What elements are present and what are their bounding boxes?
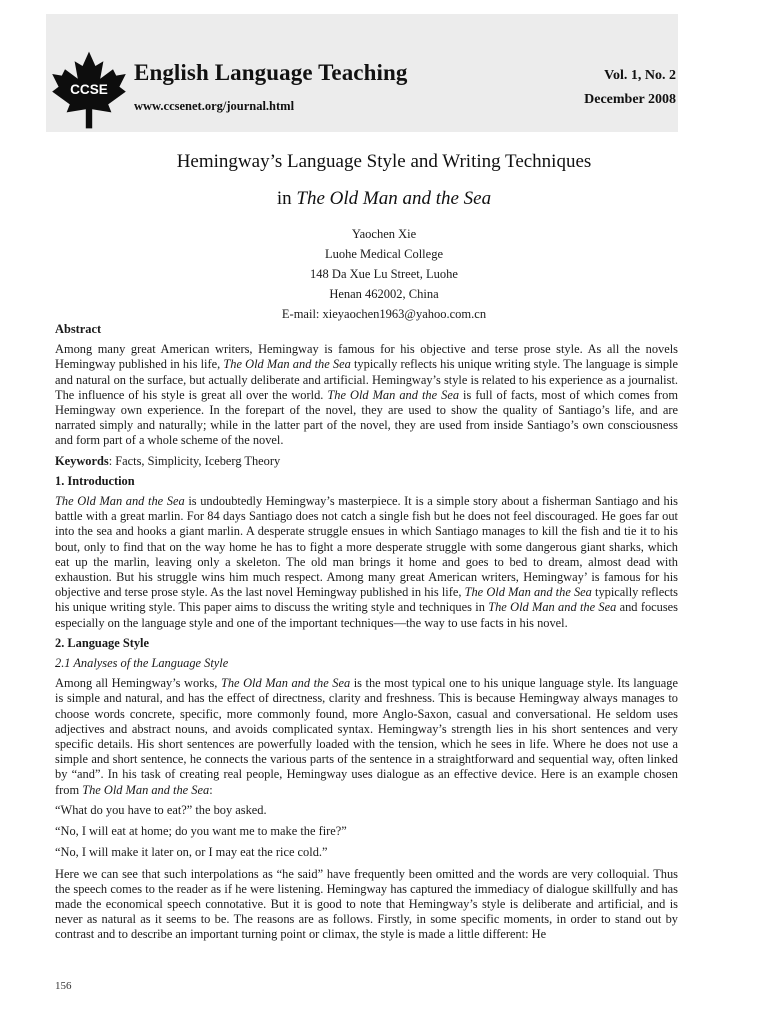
volume-issue: Vol. 1, No. 2 [604, 68, 676, 83]
logo-text: CCSE [70, 82, 108, 97]
keywords-line: Keywords: Facts, Simplicity, Iceberg Theory [55, 453, 281, 468]
page-number: 156 [55, 980, 72, 992]
dialogue-quote: “No, I will make it later on, or I may eat the rice cold.” [55, 845, 328, 860]
article-title-line2 [0, 188, 768, 210]
analysis-paragraph: Here we can see that such interpolations as “he said” have frequently been omitted and the words are very colloquial. Thus the speech comes to the reader as if he were listening. Hemingway has captured the immediacy of dialogue skillfully and has made the economical speech connotative. But it is good to note that Hemingway’s style is deliberate and artificial, and is never as natural as it seems to be. The reasons are as follows. Firstly, in some specific moments, in order to stand out by contrast and to describe an important turning point or climax, the style is made a little different: He [55, 866, 678, 942]
dialogue-quote: “What do you have to eat?” the boy asked. [55, 802, 267, 817]
section-heading-language-style: 2. Language Style [55, 635, 149, 650]
dialogue-quote: “No, I will eat at home; do you want me to make the fire?” [55, 824, 347, 839]
subsection-heading: 2.1 Analyses of the Language Style [55, 656, 229, 671]
author-name: Yaochen Xie [351, 227, 417, 241]
affiliation-line: Luohe Medical College [324, 247, 444, 261]
abstract-heading: Abstract [55, 322, 102, 336]
introduction-paragraph: The Old Man and the Sea is undoubtedly Hemingway’s masterpiece. It is a simple story about a fisherman Santiago and his battle with a great marlin. For 84 days Santiago does not catch a single fish but he does not feel discouraged. He goes far out into the sea and hooks a giant marlin. A desperate struggle ensues in which Santiago manages to kill the fish and tie it to his bout, only to find that on the way home he has to fight a more desperate struggle with some dangerous giant sharks, which eat up the marlin, leaving only a skeleton. The old man brings it home and goes to bed to dream, almost dead with exhaustion. But his struggle wins him much respect. Among many great American writers, Hemingway’ is famous for his objective and terse prose style. As the last novel Hemingway published in his life, The Old Man and the Sea typically reflects his unique writing style. This paper aims to discuss the writing style and techniques in The Old Man and the Sea and focuses especially on the language style and one of the important techniques—the way to use facts in his novel. [55, 494, 678, 630]
abstract-paragraph: Among many great American writers, Hemingway is famous for his objective and terse prose style. As all the novels Hemingway published in his life, The Old Man and the Sea typically reflects his unique writing style. The language is simple and natural on the surface, but actually deliberate and artificial. Hemingway’s style is related to his experience as a journalist. The influence of his style is great all over the world. The Old Man and the Sea is full of facts, most of which comes from Hemingway own experience. In the forepart of the novel, they are used to show the quality of Santiago’s life, and are narrated simply and naturally; while in the latter part of the novel, they are used from inside Santiago’s own consciousness and form part of a whole scheme of the novel. [55, 342, 678, 448]
author-email[interactable]: E-mail: xieyaochen1963@yahoo.com.cn [281, 307, 487, 321]
journal-title: English Language Teaching [134, 60, 408, 85]
title-prefix: in [276, 188, 297, 209]
section-heading-introduction: 1. Introduction [55, 473, 135, 488]
maple-leaf-logo [48, 50, 130, 130]
language-style-paragraph: Among all Hemingway’s works, The Old Man and the Sea is the most typical one to his unique language style. Its language is simple and natural, and has the effect of directness, clarity and freshness. This is because Hemingway always manages to choose words concrete, specific, more commonly found, more Anglo-Saxon, casual and conversational. He seldom uses adjectives and abstract nouns, and avoids complicated syntax. Hemingway’s strength lies in his short sentences and very specific details. His short sentences are powerfully loaded with the tension, which he sees in life. Where he does not use a simple and short sentence, he connects the various parts of the sentence in a straightforward and sequential way, often linked by “and”. In his task of creating real people, Hemingway uses dialogue as an effective device. Here is an example chosen from The Old Man and the Sea: [55, 676, 678, 797]
title-book-name: The Old Man and the Sea [296, 188, 492, 209]
affiliation-line: 148 Da Xue Lu Street, Luohe [310, 267, 458, 281]
affiliation-line: Henan 462002, China [329, 287, 439, 301]
issue-date: December 2008 [584, 92, 676, 107]
journal-url[interactable]: www.ccsenet.org/journal.html [134, 99, 295, 113]
keywords-label: Keywords [55, 453, 109, 468]
article-title-line1: Hemingway’s Language Style and Writing Techniques [176, 151, 592, 172]
article-body [55, 322, 678, 948]
